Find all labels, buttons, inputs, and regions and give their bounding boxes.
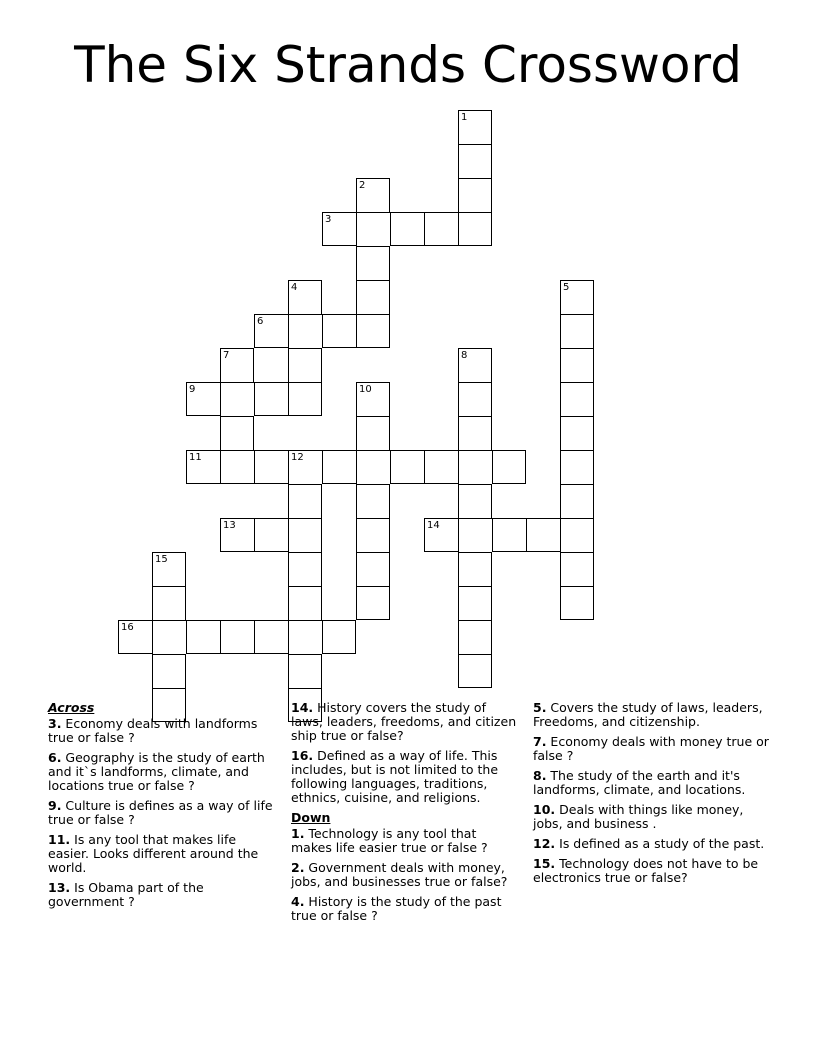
clue-item bbox=[48, 881, 280, 909]
grid-cell[interactable] bbox=[220, 518, 254, 552]
grid-cell[interactable] bbox=[322, 620, 356, 654]
clue-text: Geography is the study of earth and it`s landforms, climate, and locations true or false ? bbox=[48, 750, 265, 793]
grid-cell[interactable] bbox=[356, 246, 390, 280]
grid-cell[interactable] bbox=[220, 348, 254, 382]
down-heading: Down bbox=[291, 810, 331, 825]
grid-cell[interactable] bbox=[288, 484, 322, 518]
clue-text: Culture is defines as a way of life true or false ? bbox=[48, 798, 273, 827]
grid-cell[interactable] bbox=[254, 450, 288, 484]
grid-cell[interactable] bbox=[356, 552, 390, 586]
grid-cell[interactable] bbox=[152, 620, 186, 654]
clue-item bbox=[533, 701, 773, 729]
grid-cell[interactable] bbox=[458, 450, 492, 484]
clue-text: Is defined as a study of the past. bbox=[555, 836, 765, 851]
grid-cell[interactable] bbox=[288, 620, 322, 654]
grid-cell[interactable] bbox=[492, 518, 526, 552]
clue-text: History is the study of the past true or false ? bbox=[291, 894, 502, 923]
clue-number: 1. bbox=[291, 826, 305, 841]
grid-cell[interactable] bbox=[118, 620, 152, 654]
grid-cell[interactable] bbox=[458, 382, 492, 416]
grid-cell[interactable] bbox=[254, 314, 288, 348]
clue-item bbox=[48, 751, 280, 793]
grid-cell[interactable] bbox=[560, 382, 594, 416]
clue-number: 7. bbox=[533, 734, 547, 749]
grid-cell[interactable] bbox=[458, 178, 492, 212]
clue-number: 12. bbox=[533, 836, 556, 851]
grid-cell[interactable] bbox=[288, 518, 322, 552]
clue-column-1 bbox=[48, 701, 280, 915]
grid-cell[interactable] bbox=[152, 586, 186, 620]
clue-number: 16. bbox=[291, 748, 314, 763]
grid-cell[interactable] bbox=[458, 110, 492, 144]
grid-cell[interactable] bbox=[356, 450, 390, 484]
grid-cell[interactable] bbox=[254, 382, 288, 416]
clue-item bbox=[291, 749, 517, 805]
cell-number: 16 bbox=[121, 622, 134, 633]
cell-number: 5 bbox=[563, 282, 570, 293]
grid-cell[interactable] bbox=[560, 280, 594, 314]
clue-item bbox=[533, 735, 773, 763]
grid-cell[interactable] bbox=[186, 382, 220, 416]
grid-cell[interactable] bbox=[356, 280, 390, 314]
grid-cell[interactable] bbox=[458, 212, 492, 246]
puzzle-title: The Six Strands Crossword bbox=[74, 36, 742, 94]
clue-number: 14. bbox=[291, 700, 314, 715]
cell-number: 7 bbox=[223, 350, 230, 361]
grid-cell[interactable] bbox=[356, 178, 390, 212]
grid-cell[interactable] bbox=[458, 586, 492, 620]
grid-cell[interactable] bbox=[458, 552, 492, 586]
clue-item bbox=[533, 837, 773, 851]
cell-number: 3 bbox=[325, 214, 332, 225]
grid-cell[interactable] bbox=[560, 552, 594, 586]
grid-cell[interactable] bbox=[356, 586, 390, 620]
clue-item bbox=[533, 857, 773, 885]
grid-cell[interactable] bbox=[322, 314, 356, 348]
grid-cell[interactable] bbox=[220, 450, 254, 484]
clue-text: Is any tool that makes life easier. Looks different around the world. bbox=[48, 832, 259, 875]
grid-cell[interactable] bbox=[424, 212, 458, 246]
cell-number: 11 bbox=[189, 452, 202, 463]
across-heading: Across bbox=[48, 700, 95, 715]
grid-cell[interactable] bbox=[356, 382, 390, 416]
grid-cell[interactable] bbox=[356, 416, 390, 450]
clue-text: Government deals with money, jobs, and businesses true or false? bbox=[291, 860, 508, 889]
grid-cell[interactable] bbox=[390, 450, 424, 484]
grid-cell[interactable] bbox=[254, 518, 288, 552]
clue-text: Deals with things like money, jobs, and business . bbox=[533, 802, 744, 831]
grid-cell[interactable] bbox=[458, 144, 492, 178]
clue-text: The study of the earth and it's landforms, climate, and locations. bbox=[533, 768, 746, 797]
grid-cell[interactable] bbox=[288, 348, 322, 382]
grid-cell[interactable] bbox=[186, 620, 220, 654]
cell-number: 6 bbox=[257, 316, 264, 327]
clue-number: 11. bbox=[48, 832, 71, 847]
clue-number: 4. bbox=[291, 894, 305, 909]
grid-cell[interactable] bbox=[560, 450, 594, 484]
clue-text: History covers the study of laws, leaders, freedoms, and citizen ship true or false? bbox=[291, 700, 517, 743]
grid-cell[interactable] bbox=[288, 314, 322, 348]
grid-cell[interactable] bbox=[424, 450, 458, 484]
grid-cell[interactable] bbox=[424, 518, 458, 552]
clue-text: Technology does not have to be electronics true or false? bbox=[533, 856, 759, 885]
clue-text: Economy deals with landforms true or false ? bbox=[48, 716, 258, 745]
clue-column-3 bbox=[533, 701, 773, 891]
clue-number: 5. bbox=[533, 700, 547, 715]
grid-cell[interactable] bbox=[492, 450, 526, 484]
cell-number: 9 bbox=[189, 384, 196, 395]
cell-number: 15 bbox=[155, 554, 168, 565]
grid-cell[interactable] bbox=[356, 314, 390, 348]
grid-cell[interactable] bbox=[356, 212, 390, 246]
grid-cell[interactable] bbox=[560, 416, 594, 450]
clue-item bbox=[291, 895, 517, 923]
grid-cell[interactable] bbox=[458, 654, 492, 688]
grid-cell[interactable] bbox=[458, 348, 492, 382]
grid-cell[interactable] bbox=[288, 382, 322, 416]
grid-cell[interactable] bbox=[288, 280, 322, 314]
cell-number: 14 bbox=[427, 520, 440, 531]
grid-cell[interactable] bbox=[526, 518, 560, 552]
grid-cell[interactable] bbox=[220, 382, 254, 416]
clue-number: 9. bbox=[48, 798, 62, 813]
clue-item bbox=[48, 799, 280, 827]
cell-number: 1 bbox=[461, 112, 468, 123]
clue-number: 3. bbox=[48, 716, 62, 731]
clue-text: Defined as a way of life. This includes, but is not limited to the following languages, traditions, ethnics, cuisine, and religions. bbox=[291, 748, 499, 805]
grid-cell[interactable] bbox=[560, 586, 594, 620]
grid-cell[interactable] bbox=[322, 212, 356, 246]
grid-cell[interactable] bbox=[288, 450, 322, 484]
clue-number: 8. bbox=[533, 768, 547, 783]
grid-cell[interactable] bbox=[288, 586, 322, 620]
clue-text: Economy deals with money true or false ? bbox=[533, 734, 769, 763]
grid-cell[interactable] bbox=[560, 348, 594, 382]
grid-cell[interactable] bbox=[186, 450, 220, 484]
grid-cell[interactable] bbox=[458, 620, 492, 654]
clue-item bbox=[48, 833, 280, 875]
clue-text: Covers the study of laws, leaders, Freedoms, and citizenship. bbox=[533, 700, 763, 729]
grid-cell[interactable] bbox=[322, 450, 356, 484]
grid-cell[interactable] bbox=[356, 518, 390, 552]
clue-number: 2. bbox=[291, 860, 305, 875]
grid-cell[interactable] bbox=[288, 552, 322, 586]
cell-number: 10 bbox=[359, 384, 372, 395]
grid-cell[interactable] bbox=[220, 620, 254, 654]
grid-cell[interactable] bbox=[458, 484, 492, 518]
grid-cell[interactable] bbox=[458, 416, 492, 450]
clue-text: Technology is any tool that makes life easier true or false ? bbox=[291, 826, 488, 855]
clue-item bbox=[291, 701, 517, 743]
clue-text: Is Obama part of the government ? bbox=[48, 880, 204, 909]
clue-item bbox=[533, 803, 773, 831]
grid-cell[interactable] bbox=[288, 654, 322, 688]
grid-cell[interactable] bbox=[152, 552, 186, 586]
cell-number: 12 bbox=[291, 452, 304, 463]
grid-cell[interactable] bbox=[220, 416, 254, 450]
clue-item bbox=[291, 827, 517, 855]
grid-cell[interactable] bbox=[152, 654, 186, 688]
clue-item bbox=[291, 861, 517, 889]
grid-cell[interactable] bbox=[254, 620, 288, 654]
clue-column-2 bbox=[291, 701, 517, 929]
grid-cell[interactable] bbox=[560, 518, 594, 552]
clue-number: 6. bbox=[48, 750, 62, 765]
grid-cell[interactable] bbox=[356, 484, 390, 518]
grid-cell[interactable] bbox=[390, 212, 424, 246]
clue-item bbox=[533, 769, 773, 797]
cell-number: 13 bbox=[223, 520, 236, 531]
cell-number: 2 bbox=[359, 180, 366, 191]
clue-item bbox=[48, 717, 280, 745]
clue-number: 13. bbox=[48, 880, 71, 895]
cell-number: 8 bbox=[461, 350, 468, 361]
cell-number: 4 bbox=[291, 282, 298, 293]
clue-number: 15. bbox=[533, 856, 556, 871]
grid-cell[interactable] bbox=[560, 484, 594, 518]
clue-number: 10. bbox=[533, 802, 556, 817]
grid-cell[interactable] bbox=[560, 314, 594, 348]
grid-cell[interactable] bbox=[458, 518, 492, 552]
